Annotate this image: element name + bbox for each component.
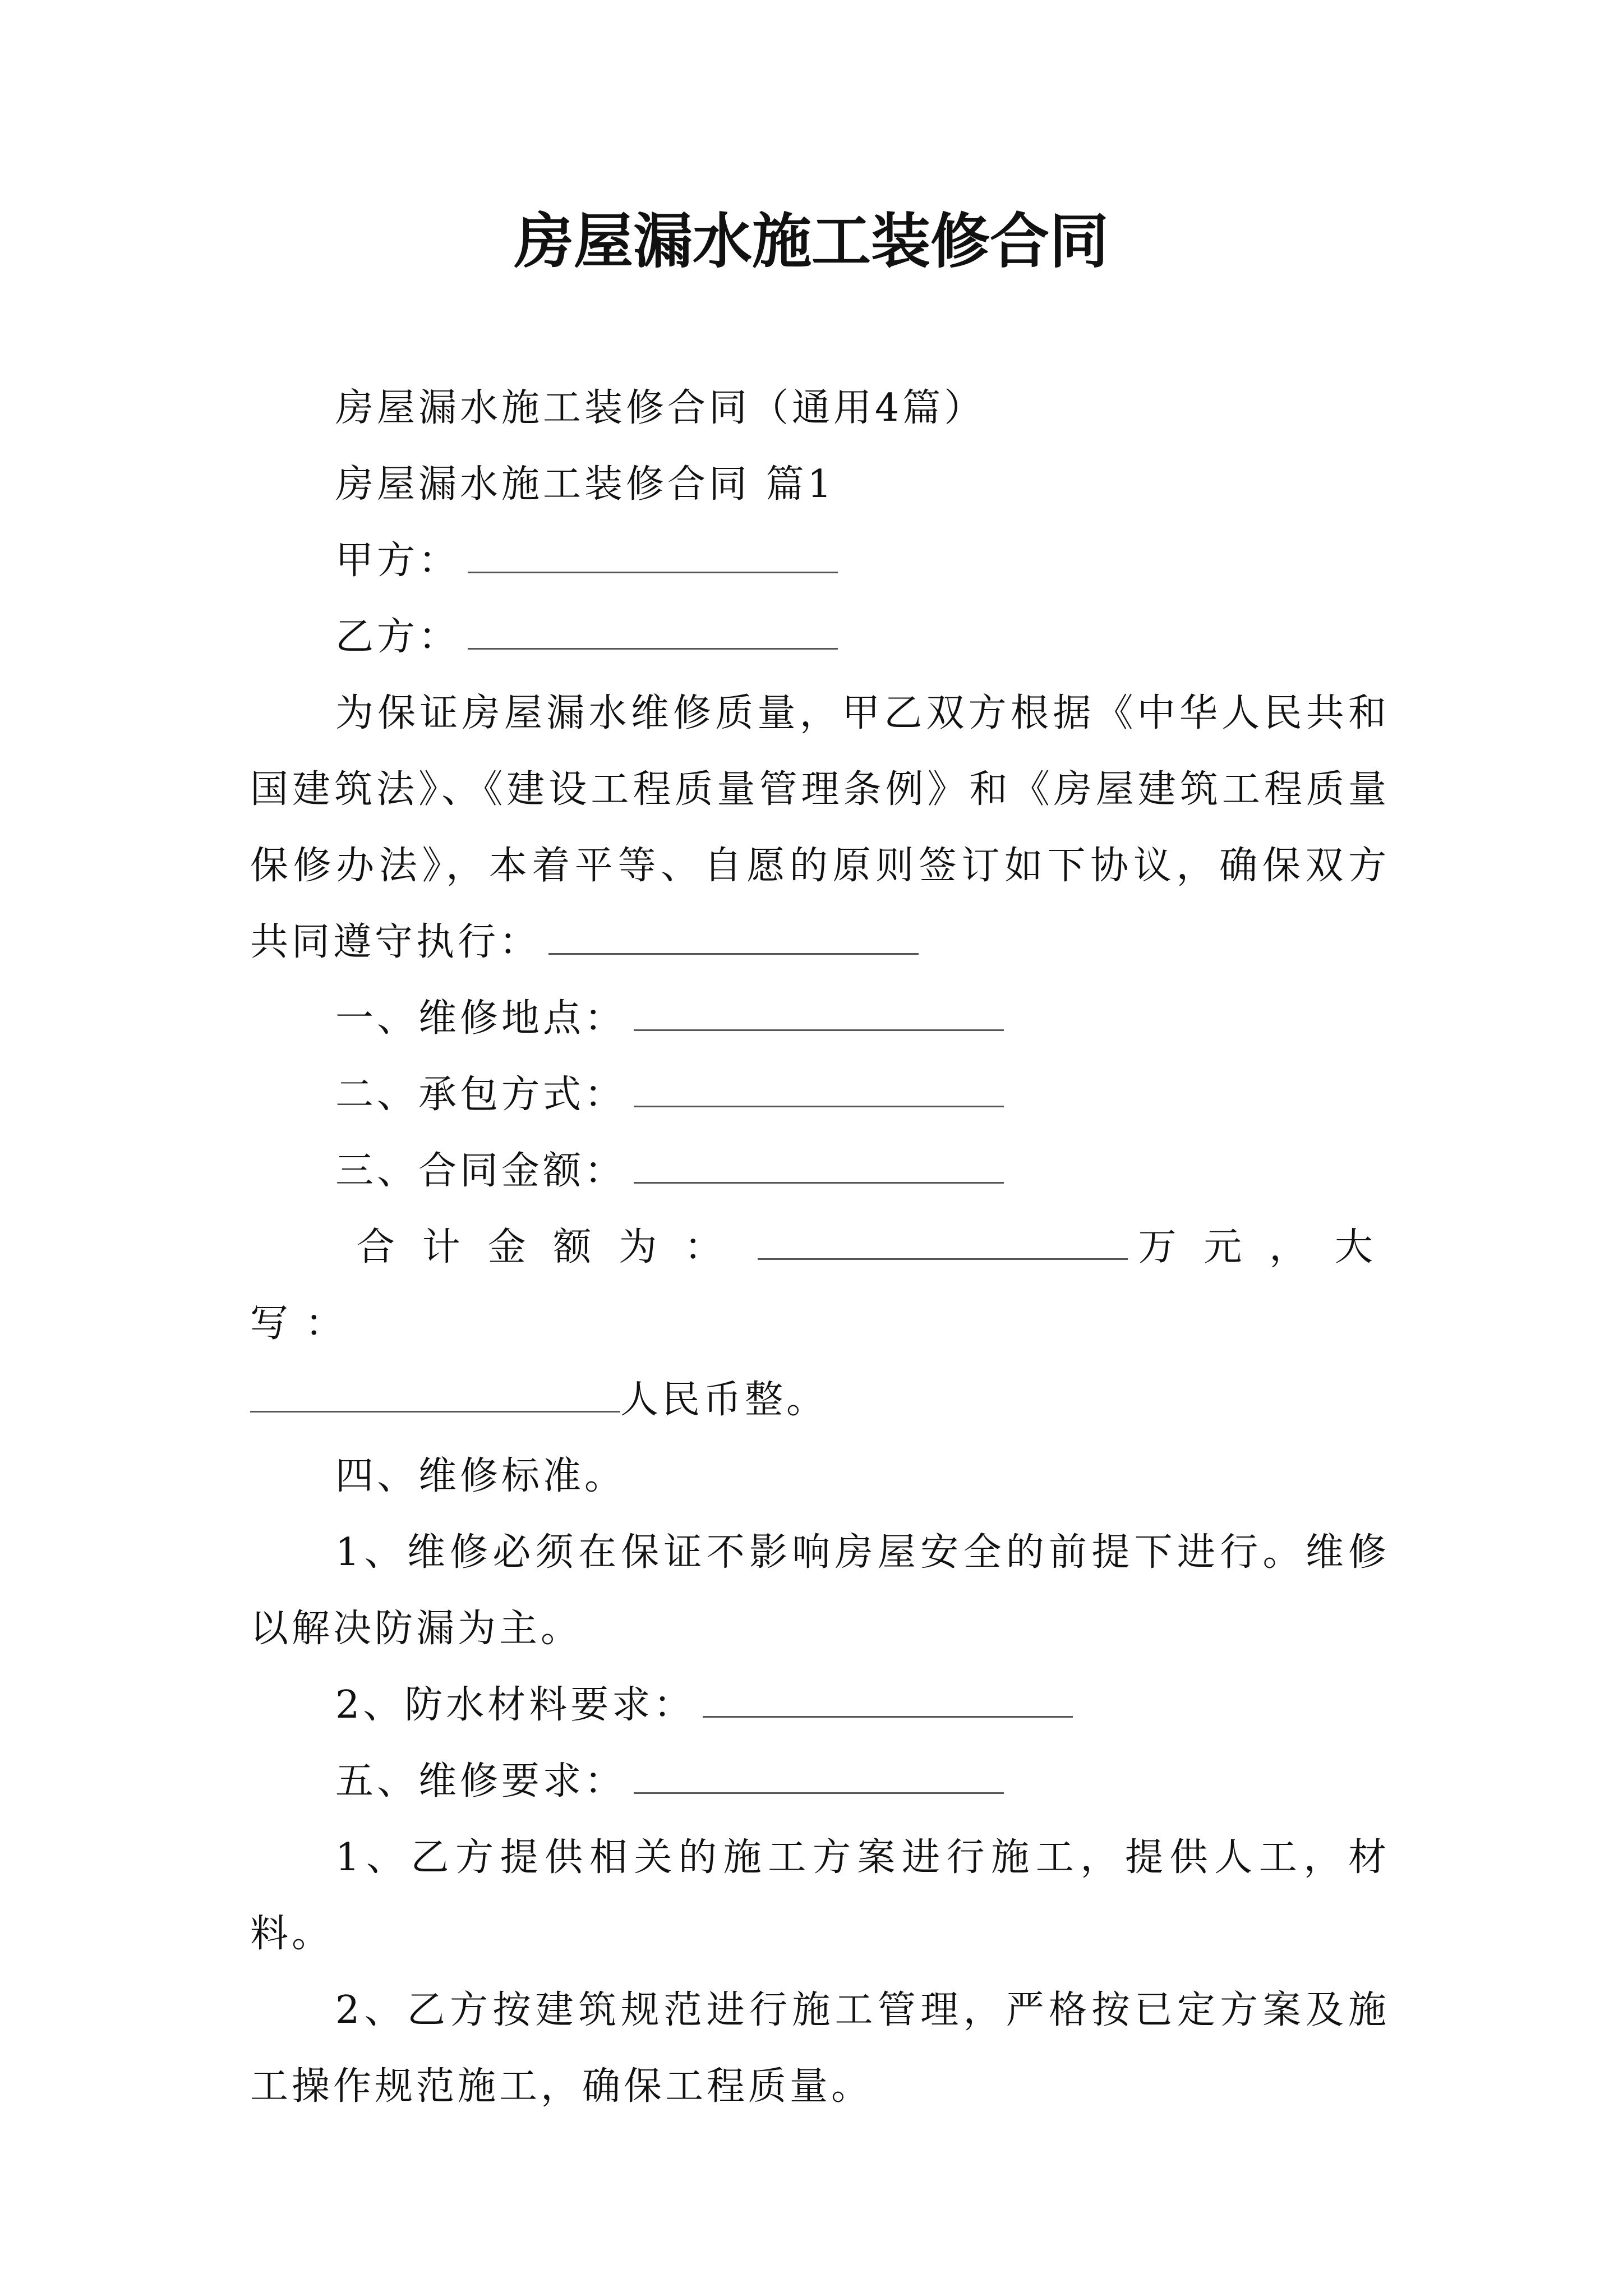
item3-line	[250, 1133, 1390, 1209]
item1-blank	[634, 991, 1004, 1031]
item2-label: 二、承包方式：	[335, 1073, 626, 1117]
item4-heading: 四、维修标准。	[335, 1454, 626, 1498]
party-a-blank	[468, 533, 838, 573]
item5-1-paragraph: 1、乙方提供相关的施工方案进行施工，提供人工，材料。	[250, 1835, 1390, 1956]
item1-label: 一、维修地点：	[335, 996, 626, 1041]
item4-2-line	[250, 1667, 1390, 1743]
subtitle: 房屋漏水施工装修合同（通用4篇）	[335, 386, 986, 430]
party-b-blank	[468, 610, 838, 650]
total-mid: 万元，大写：	[250, 1225, 1390, 1346]
party-a-line	[250, 523, 1390, 599]
item3-label: 三、合同金额：	[335, 1149, 626, 1193]
intro-paragraph	[250, 675, 1390, 981]
item4-2-blank	[703, 1678, 1073, 1718]
item3-blank	[634, 1144, 1004, 1184]
item5-label: 五、维修要求：	[335, 1759, 626, 1803]
item4-2-label: 2、防水材料要求：	[335, 1683, 695, 1727]
total-suffix: 人民币整。	[620, 1378, 828, 1422]
item2-line	[250, 1057, 1390, 1133]
total-amount-line	[250, 1209, 1390, 1362]
total-amount-blank	[758, 1220, 1128, 1260]
total-uppercase-blank	[250, 1373, 620, 1412]
party-a-label: 甲方：	[335, 539, 460, 583]
item5-2-paragraph: 2、乙方按建筑规范进行施工管理，严格按已定方案及施工操作规范施工，确保工程质量。	[250, 1988, 1390, 2109]
intro-text: 为保证房屋漏水维修质量，甲乙双方根据《中华人民共和国建筑法》、《建设工程质量管理条例》和《房屋建筑工程质量保修办法》，本着平等、自愿的原则签订如下协议，确保双方共同遵守执行：	[250, 691, 1390, 964]
item1-line	[250, 981, 1390, 1057]
item5-blank	[634, 1754, 1004, 1794]
total-uppercase-line	[250, 1362, 1390, 1438]
item5-line	[250, 1743, 1390, 1820]
document-body	[250, 370, 1390, 2125]
part-heading: 房屋漏水施工装修合同 篇1	[335, 462, 835, 507]
total-prefix: 合计金额为：	[357, 1225, 750, 1269]
party-b-line	[250, 599, 1390, 675]
item4-1-paragraph: 1、维修必须在保证不影响房屋安全的前提下进行。维修以解决防漏为主。	[250, 1530, 1390, 1651]
document-title: 房屋漏水施工装修合同	[514, 206, 1109, 276]
party-b-label: 乙方：	[335, 615, 460, 659]
intro-blank	[548, 915, 919, 955]
item2-blank	[634, 1068, 1004, 1107]
